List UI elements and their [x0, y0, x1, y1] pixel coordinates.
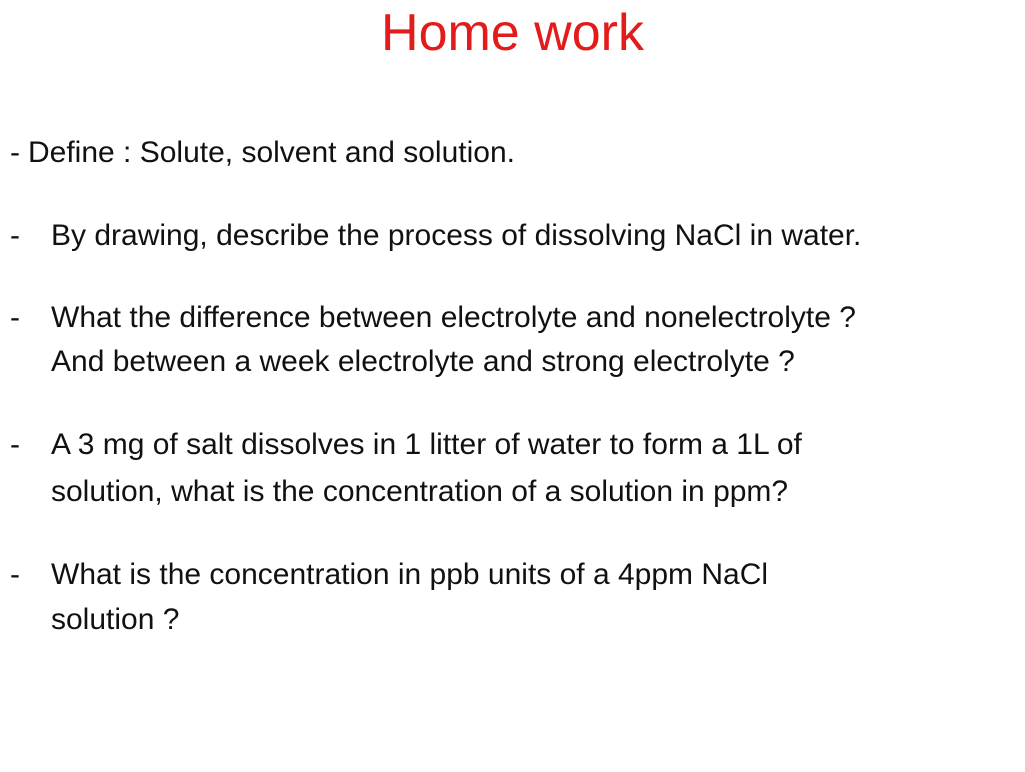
homework-item-4-line-2: solution, what is the concentration of a solution in ppm? [51, 475, 789, 508]
homework-item-3-line-1: What the difference between electrolyte and nonelectrolyte ? [51, 301, 856, 334]
bullet-dash: - [10, 301, 20, 334]
homework-item-5-line-1: What is the concentration in ppb units of a 4ppm NaCl [51, 558, 769, 591]
homework-item-5-line-2: solution ? [51, 603, 180, 636]
homework-item-1: Define : Solute, solvent and solution. [28, 136, 515, 169]
homework-item-4-line-1: A 3 mg of salt dissolves in 1 litter of water to form a 1L of [51, 428, 802, 461]
slide-title: Home work [381, 4, 644, 62]
bullet-dash: - [10, 136, 20, 169]
bullet-dash: - [10, 558, 20, 591]
homework-item-2: By drawing, describe the process of dissolving NaCl in water. [51, 219, 862, 252]
bullet-dash: - [10, 219, 20, 252]
homework-item-3-line-2: And between a week electrolyte and strong electrolyte ? [51, 345, 795, 378]
bullet-dash: - [10, 428, 20, 461]
